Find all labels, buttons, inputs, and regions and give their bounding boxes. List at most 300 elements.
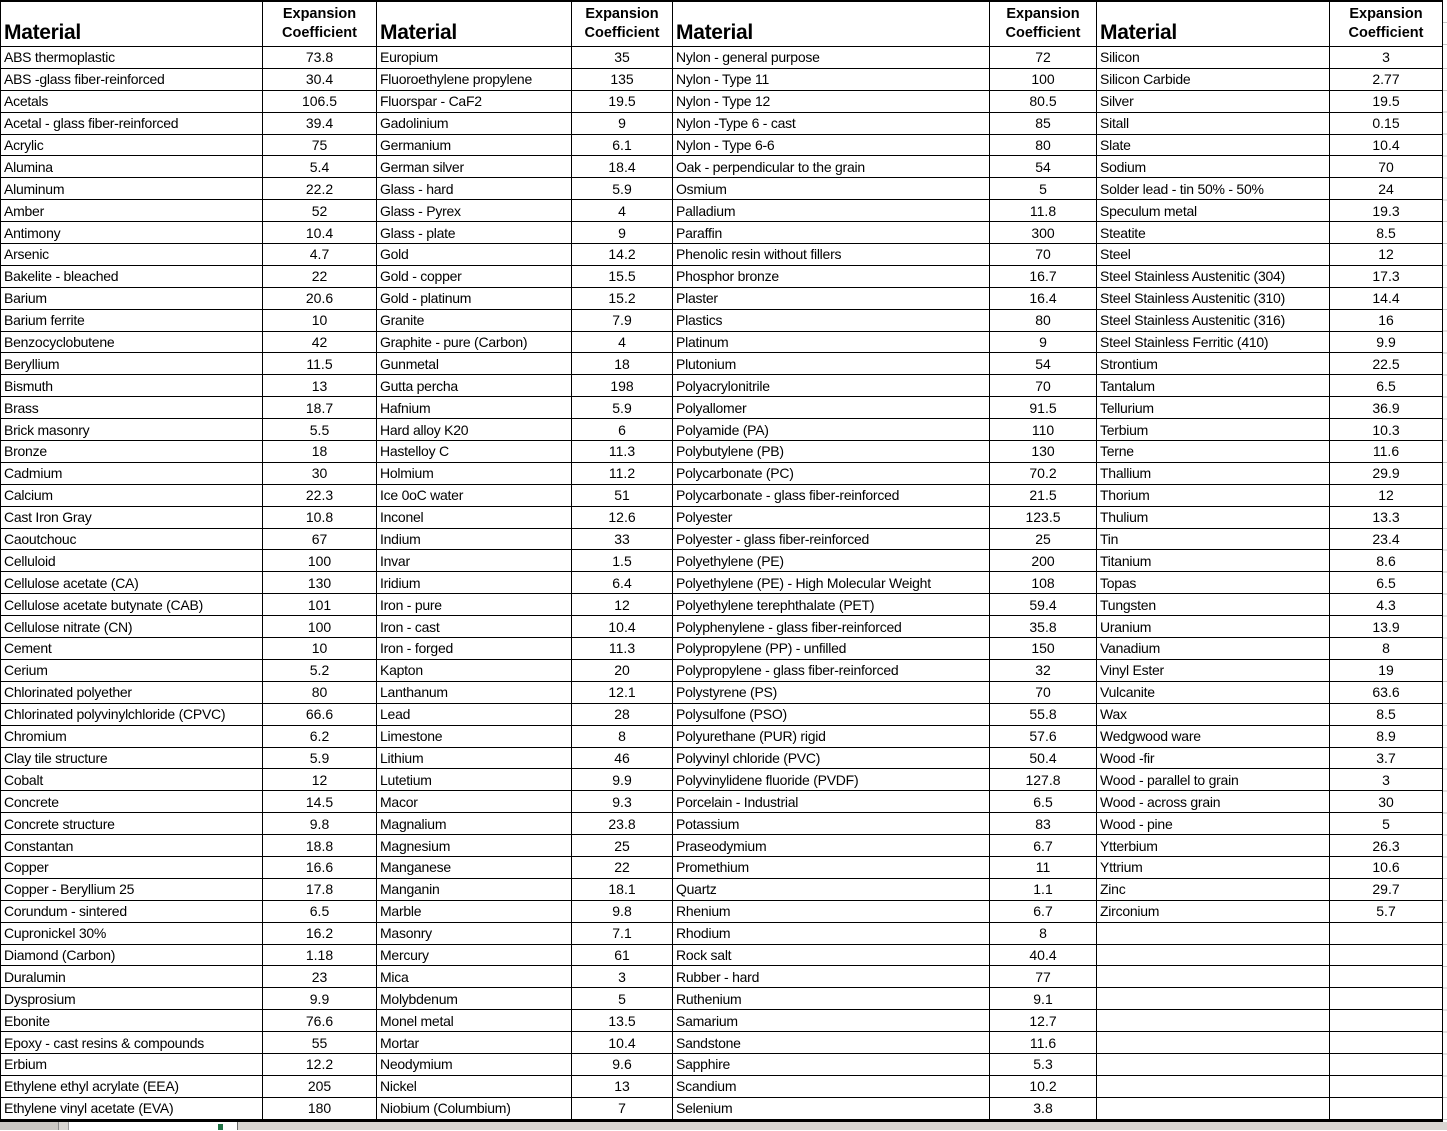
material-cell[interactable]: Benzocyclobutene [1, 332, 263, 354]
material-cell[interactable]: Beryllium [1, 353, 263, 375]
material-cell[interactable]: Dysprosium [1, 988, 263, 1010]
coefficient-cell[interactable]: 6.1 [572, 135, 673, 157]
material-cell[interactable]: Manganese [377, 857, 572, 879]
material-cell[interactable]: Glass - plate [377, 222, 572, 244]
coefficient-cell[interactable]: 18.7 [263, 397, 377, 419]
coefficient-cell[interactable]: 19.5 [1330, 91, 1443, 113]
material-cell[interactable]: Hastelloy C [377, 441, 572, 463]
coefficient-cell[interactable]: 9 [572, 113, 673, 135]
material-cell[interactable]: Tin [1097, 529, 1330, 551]
material-cell[interactable]: Cast Iron Gray [1, 507, 263, 529]
material-cell[interactable]: Rubber - hard [673, 966, 990, 988]
material-cell[interactable]: Rock salt [673, 945, 990, 967]
coefficient-cell[interactable]: 80 [263, 682, 377, 704]
material-cell[interactable]: Iron - forged [377, 638, 572, 660]
material-cell[interactable]: Chlorinated polyvinylchloride (CPVC) [1, 704, 263, 726]
material-cell[interactable]: Ruthenium [673, 988, 990, 1010]
material-cell[interactable]: Tungsten [1097, 594, 1330, 616]
coefficient-cell[interactable]: 300 [990, 222, 1097, 244]
material-cell[interactable]: Steel [1097, 244, 1330, 266]
material-cell[interactable]: Ethylene vinyl acetate (EVA) [1, 1098, 263, 1120]
material-cell[interactable]: Vinyl Ester [1097, 660, 1330, 682]
coefficient-cell[interactable]: 19 [1330, 660, 1443, 682]
material-cell[interactable]: Iron - cast [377, 616, 572, 638]
coefficient-cell[interactable]: 200 [990, 550, 1097, 572]
coefficient-cell[interactable]: 17.8 [263, 879, 377, 901]
coefficient-cell[interactable]: 59.4 [990, 594, 1097, 616]
coefficient-cell[interactable]: 12 [1330, 244, 1443, 266]
coefficient-cell[interactable]: 8.5 [1330, 222, 1443, 244]
material-cell[interactable]: Polyurethane (PUR) rigid [673, 726, 990, 748]
material-cell[interactable]: Zinc [1097, 879, 1330, 901]
coefficient-cell[interactable]: 5.7 [1330, 901, 1443, 923]
coefficient-cell[interactable]: 8 [572, 726, 673, 748]
material-cell[interactable]: Invar [377, 550, 572, 572]
coefficient-cell[interactable]: 127.8 [990, 769, 1097, 791]
coefficient-cell[interactable]: 106.5 [263, 91, 377, 113]
material-cell[interactable]: Polyamide (PA) [673, 419, 990, 441]
material-cell[interactable]: Cobalt [1, 769, 263, 791]
coefficient-cell[interactable]: 6.5 [1330, 375, 1443, 397]
coefficient-cell[interactable]: 5 [990, 178, 1097, 200]
material-cell[interactable]: Thulium [1097, 507, 1330, 529]
coefficient-cell[interactable]: 101 [263, 594, 377, 616]
material-cell[interactable]: Polypropylene - glass fiber-reinforced [673, 660, 990, 682]
material-cell[interactable]: Corundum - sintered [1, 901, 263, 923]
coefficient-cell[interactable]: 10.2 [990, 1076, 1097, 1098]
material-cell[interactable]: Polycarbonate - glass fiber-reinforced [673, 485, 990, 507]
material-cell[interactable] [1097, 923, 1330, 945]
coefficient-cell[interactable]: 16.7 [990, 266, 1097, 288]
material-cell[interactable] [1097, 1032, 1330, 1054]
coefficient-cell[interactable]: 19.3 [1330, 200, 1443, 222]
material-cell[interactable]: Fluoroethylene propylene [377, 69, 572, 91]
material-cell[interactable]: Alumina [1, 156, 263, 178]
material-cell[interactable]: Titanium [1097, 550, 1330, 572]
coefficient-cell[interactable]: 75 [263, 135, 377, 157]
coefficient-cell[interactable]: 8 [1330, 638, 1443, 660]
coefficient-cell[interactable]: 1.18 [263, 945, 377, 967]
material-cell[interactable]: Nylon -Type 6 - cast [673, 113, 990, 135]
material-cell[interactable]: Cerium [1, 660, 263, 682]
material-cell[interactable]: Nylon - general purpose [673, 47, 990, 69]
coefficient-cell[interactable]: 80 [990, 310, 1097, 332]
coefficient-header-3[interactable] [990, 2, 1097, 47]
coefficient-cell[interactable]: 9.1 [990, 988, 1097, 1010]
coefficient-cell[interactable]: 23 [263, 966, 377, 988]
coefficient-cell[interactable]: 16.4 [990, 288, 1097, 310]
material-cell[interactable]: Sodium [1097, 156, 1330, 178]
coefficient-cell[interactable]: 108 [990, 572, 1097, 594]
coefficient-cell[interactable]: 18 [572, 353, 673, 375]
coefficient-cell[interactable]: 16.2 [263, 923, 377, 945]
coefficient-cell[interactable]: 24 [1330, 178, 1443, 200]
material-cell[interactable]: Polyvinyl chloride (PVC) [673, 748, 990, 770]
coefficient-cell[interactable]: 19.5 [572, 91, 673, 113]
material-cell[interactable]: Potassium [673, 813, 990, 835]
material-cell[interactable]: Clay tile structure [1, 748, 263, 770]
coefficient-cell[interactable]: 6.7 [990, 901, 1097, 923]
material-cell[interactable]: Molybdenum [377, 988, 572, 1010]
material-cell[interactable]: Diamond (Carbon) [1, 945, 263, 967]
coefficient-cell[interactable]: 2.77 [1330, 69, 1443, 91]
material-header-2[interactable]: Material [377, 2, 572, 47]
material-cell[interactable]: Lead [377, 704, 572, 726]
coefficient-cell[interactable] [1330, 1076, 1443, 1098]
coefficient-cell[interactable]: 83 [990, 813, 1097, 835]
coefficient-cell[interactable]: 123.5 [990, 507, 1097, 529]
material-cell[interactable]: Inconel [377, 507, 572, 529]
coefficient-cell[interactable]: 14.5 [263, 791, 377, 813]
coefficient-cell[interactable]: 9.9 [263, 988, 377, 1010]
material-cell[interactable] [1097, 1076, 1330, 1098]
coefficient-cell[interactable]: 7.1 [572, 923, 673, 945]
coefficient-cell[interactable]: 180 [263, 1098, 377, 1120]
coefficient-cell[interactable]: 6.5 [990, 791, 1097, 813]
coefficient-cell[interactable]: 22 [263, 266, 377, 288]
coefficient-cell[interactable]: 10.4 [572, 1032, 673, 1054]
coefficient-cell[interactable]: 4.7 [263, 244, 377, 266]
material-cell[interactable]: Wedgwood ware [1097, 726, 1330, 748]
material-cell[interactable] [1097, 945, 1330, 967]
material-cell[interactable]: Topas [1097, 572, 1330, 594]
material-cell[interactable]: Ethylene ethyl acrylate (EEA) [1, 1076, 263, 1098]
coefficient-cell[interactable]: 8.9 [1330, 726, 1443, 748]
coefficient-cell[interactable]: 4 [572, 200, 673, 222]
coefficient-cell[interactable]: 36.9 [1330, 397, 1443, 419]
coefficient-cell[interactable]: 30 [263, 463, 377, 485]
material-cell[interactable]: Magnesium [377, 835, 572, 857]
material-cell[interactable]: Phosphor bronze [673, 266, 990, 288]
material-cell[interactable]: Masonry [377, 923, 572, 945]
coefficient-cell[interactable]: 8.6 [1330, 550, 1443, 572]
material-cell[interactable]: Polysulfone (PSO) [673, 704, 990, 726]
coefficient-cell[interactable]: 12.6 [572, 507, 673, 529]
material-cell[interactable]: Cellulose acetate (CA) [1, 572, 263, 594]
coefficient-cell[interactable]: 110 [990, 419, 1097, 441]
material-cell[interactable]: Gold [377, 244, 572, 266]
material-cell[interactable]: Uranium [1097, 616, 1330, 638]
coefficient-cell[interactable]: 5 [572, 988, 673, 1010]
material-cell[interactable]: Concrete structure [1, 813, 263, 835]
coefficient-cell[interactable]: 12 [572, 594, 673, 616]
coefficient-cell[interactable]: 5 [1330, 813, 1443, 835]
coefficient-cell[interactable]: 9 [990, 332, 1097, 354]
coefficient-cell[interactable]: 32 [990, 660, 1097, 682]
material-cell[interactable] [1097, 1054, 1330, 1076]
coefficient-cell[interactable]: 3.7 [1330, 748, 1443, 770]
material-cell[interactable]: Limestone [377, 726, 572, 748]
coefficient-header-2[interactable] [572, 2, 673, 47]
material-cell[interactable]: Amber [1, 200, 263, 222]
coefficient-header-4[interactable] [1330, 2, 1443, 47]
coefficient-cell[interactable]: 61 [572, 945, 673, 967]
coefficient-cell[interactable]: 11.2 [572, 463, 673, 485]
coefficient-cell[interactable]: 8.5 [1330, 704, 1443, 726]
material-cell[interactable]: Granite [377, 310, 572, 332]
coefficient-cell[interactable]: 3.8 [990, 1098, 1097, 1120]
material-cell[interactable]: Polyethylene (PE) - High Molecular Weight [673, 572, 990, 594]
material-cell[interactable]: Porcelain - Industrial [673, 791, 990, 813]
material-cell[interactable]: Fluorspar - CaF2 [377, 91, 572, 113]
material-cell[interactable]: ABS -glass fiber-reinforced [1, 69, 263, 91]
coefficient-cell[interactable]: 55.8 [990, 704, 1097, 726]
material-cell[interactable]: Iridium [377, 572, 572, 594]
coefficient-cell[interactable]: 77 [990, 966, 1097, 988]
coefficient-cell[interactable]: 16 [1330, 310, 1443, 332]
material-cell[interactable]: Sandstone [673, 1032, 990, 1054]
material-cell[interactable]: Cadmium [1, 463, 263, 485]
material-cell[interactable]: Oak - perpendicular to the grain [673, 156, 990, 178]
coefficient-cell[interactable]: 9.6 [572, 1054, 673, 1076]
material-cell[interactable]: Ytterbium [1097, 835, 1330, 857]
material-cell[interactable]: Polybutylene (PB) [673, 441, 990, 463]
material-cell[interactable]: Platinum [673, 332, 990, 354]
material-cell[interactable]: Acetal - glass fiber-reinforced [1, 113, 263, 135]
material-cell[interactable]: Praseodymium [673, 835, 990, 857]
coefficient-cell[interactable]: 72 [990, 47, 1097, 69]
material-cell[interactable]: Ebonite [1, 1010, 263, 1032]
coefficient-cell[interactable]: 11.3 [572, 441, 673, 463]
coefficient-cell[interactable]: 85 [990, 113, 1097, 135]
material-cell[interactable]: Paraffin [673, 222, 990, 244]
material-cell[interactable]: Rhodium [673, 923, 990, 945]
material-cell[interactable]: ABS thermoplastic [1, 47, 263, 69]
material-cell[interactable]: Selenium [673, 1098, 990, 1120]
coefficient-cell[interactable]: 6.5 [1330, 572, 1443, 594]
coefficient-cell[interactable]: 16.6 [263, 857, 377, 879]
material-cell[interactable]: Wax [1097, 704, 1330, 726]
coefficient-cell[interactable]: 9.8 [263, 813, 377, 835]
material-cell[interactable]: Polyester [673, 507, 990, 529]
coefficient-cell[interactable]: 22.3 [263, 485, 377, 507]
coefficient-cell[interactable]: 18.4 [572, 156, 673, 178]
coefficient-cell[interactable]: 22.2 [263, 178, 377, 200]
coefficient-cell[interactable]: 29.9 [1330, 463, 1443, 485]
coefficient-cell[interactable]: 67 [263, 529, 377, 551]
material-cell[interactable]: Polycarbonate (PC) [673, 463, 990, 485]
coefficient-cell[interactable]: 11.6 [1330, 441, 1443, 463]
coefficient-cell[interactable]: 39.4 [263, 113, 377, 135]
coefficient-cell[interactable]: 3 [1330, 769, 1443, 791]
coefficient-cell[interactable]: 8 [990, 923, 1097, 945]
coefficient-cell[interactable]: 205 [263, 1076, 377, 1098]
material-cell[interactable]: Cellulose acetate butynate (CAB) [1, 594, 263, 616]
coefficient-cell[interactable]: 6.2 [263, 726, 377, 748]
material-cell[interactable]: Steel Stainless Austenitic (310) [1097, 288, 1330, 310]
material-cell[interactable]: Mica [377, 966, 572, 988]
material-cell[interactable]: Wood -fir [1097, 748, 1330, 770]
material-cell[interactable]: Slate [1097, 135, 1330, 157]
material-cell[interactable]: Barium ferrite [1, 310, 263, 332]
coefficient-cell[interactable]: 25 [572, 835, 673, 857]
material-cell[interactable]: Holmium [377, 463, 572, 485]
coefficient-cell[interactable]: 11.5 [263, 353, 377, 375]
coefficient-cell[interactable]: 51 [572, 485, 673, 507]
material-header-1[interactable]: Material [1, 2, 263, 47]
coefficient-cell[interactable]: 10.4 [263, 222, 377, 244]
coefficient-cell[interactable]: 10.4 [572, 616, 673, 638]
material-cell[interactable]: Polystyrene (PS) [673, 682, 990, 704]
coefficient-cell[interactable]: 11.8 [990, 200, 1097, 222]
material-cell[interactable]: Acrylic [1, 135, 263, 157]
coefficient-cell[interactable]: 70 [990, 244, 1097, 266]
coefficient-cell[interactable]: 13.5 [572, 1010, 673, 1032]
coefficient-cell[interactable]: 5.2 [263, 660, 377, 682]
material-cell[interactable]: Erbium [1, 1054, 263, 1076]
material-cell[interactable]: Nickel [377, 1076, 572, 1098]
material-cell[interactable]: Sapphire [673, 1054, 990, 1076]
coefficient-cell[interactable]: 7 [572, 1098, 673, 1120]
coefficient-cell[interactable]: 15.5 [572, 266, 673, 288]
material-cell[interactable]: Lutetium [377, 769, 572, 791]
material-cell[interactable]: Bismuth [1, 375, 263, 397]
material-cell[interactable]: Lithium [377, 748, 572, 770]
material-cell[interactable]: Steel Stainless Austenitic (316) [1097, 310, 1330, 332]
material-cell[interactable]: Macor [377, 791, 572, 813]
coefficient-cell[interactable]: 13.3 [1330, 507, 1443, 529]
material-cell[interactable]: Constantan [1, 835, 263, 857]
coefficient-cell[interactable]: 12.1 [572, 682, 673, 704]
material-cell[interactable]: Scandium [673, 1076, 990, 1098]
material-cell[interactable]: Strontium [1097, 353, 1330, 375]
material-cell[interactable]: Acetals [1, 91, 263, 113]
material-cell[interactable]: Polyacrylonitrile [673, 375, 990, 397]
coefficient-cell[interactable]: 11 [990, 857, 1097, 879]
coefficient-cell[interactable]: 22 [572, 857, 673, 879]
coefficient-cell[interactable]: 3 [572, 966, 673, 988]
coefficient-cell[interactable]: 150 [990, 638, 1097, 660]
material-cell[interactable]: Samarium [673, 1010, 990, 1032]
coefficient-cell[interactable]: 9.9 [572, 769, 673, 791]
coefficient-cell[interactable]: 6.7 [990, 835, 1097, 857]
coefficient-cell[interactable]: 35.8 [990, 616, 1097, 638]
coefficient-cell[interactable]: 0.15 [1330, 113, 1443, 135]
material-cell[interactable]: Osmium [673, 178, 990, 200]
material-cell[interactable]: Steel Stainless Austenitic (304) [1097, 266, 1330, 288]
coefficient-cell[interactable]: 5.4 [263, 156, 377, 178]
coefficient-cell[interactable]: 14.2 [572, 244, 673, 266]
material-cell[interactable]: Hafnium [377, 397, 572, 419]
material-cell[interactable]: Aluminum [1, 178, 263, 200]
material-cell[interactable]: Copper - Beryllium 25 [1, 879, 263, 901]
coefficient-cell[interactable]: 9.8 [572, 901, 673, 923]
material-cell[interactable]: Germanium [377, 135, 572, 157]
coefficient-cell[interactable]: 21.5 [990, 485, 1097, 507]
material-cell[interactable]: Vanadium [1097, 638, 1330, 660]
coefficient-cell[interactable]: 18 [263, 441, 377, 463]
coefficient-cell[interactable]: 70.2 [990, 463, 1097, 485]
material-cell[interactable]: Terbium [1097, 419, 1330, 441]
coefficient-cell[interactable]: 35 [572, 47, 673, 69]
material-cell[interactable]: Cupronickel 30% [1, 923, 263, 945]
material-cell[interactable]: Wood - parallel to grain [1097, 769, 1330, 791]
material-cell[interactable]: Plutonium [673, 353, 990, 375]
material-cell[interactable]: Hard alloy K20 [377, 419, 572, 441]
material-cell[interactable]: Wood - across grain [1097, 791, 1330, 813]
material-cell[interactable]: Promethium [673, 857, 990, 879]
coefficient-cell[interactable]: 12 [263, 769, 377, 791]
material-cell[interactable]: Copper [1, 857, 263, 879]
material-cell[interactable]: Caoutchouc [1, 529, 263, 551]
coefficient-cell[interactable]: 29.7 [1330, 879, 1443, 901]
coefficient-cell[interactable]: 100 [263, 550, 377, 572]
material-cell[interactable]: Brick masonry [1, 419, 263, 441]
coefficient-header-1[interactable] [263, 2, 377, 47]
coefficient-cell[interactable]: 5.9 [572, 397, 673, 419]
coefficient-cell[interactable]: 20.6 [263, 288, 377, 310]
coefficient-cell[interactable]: 25 [990, 529, 1097, 551]
material-cell[interactable]: Ice 0oC water [377, 485, 572, 507]
coefficient-cell[interactable]: 12.7 [990, 1010, 1097, 1032]
material-cell[interactable]: Nylon - Type 11 [673, 69, 990, 91]
material-cell[interactable]: Tellurium [1097, 397, 1330, 419]
material-cell[interactable]: Plaster [673, 288, 990, 310]
coefficient-cell[interactable]: 11.3 [572, 638, 673, 660]
material-cell[interactable]: Graphite - pure (Carbon) [377, 332, 572, 354]
material-cell[interactable]: Arsenic [1, 244, 263, 266]
coefficient-cell[interactable]: 14.4 [1330, 288, 1443, 310]
coefficient-cell[interactable]: 46 [572, 748, 673, 770]
material-cell[interactable]: Brass [1, 397, 263, 419]
coefficient-cell[interactable]: 10.3 [1330, 419, 1443, 441]
coefficient-cell[interactable]: 80.5 [990, 91, 1097, 113]
material-cell[interactable]: Nylon - Type 6-6 [673, 135, 990, 157]
material-cell[interactable]: Rhenium [673, 901, 990, 923]
coefficient-cell[interactable]: 80 [990, 135, 1097, 157]
material-cell[interactable]: Manganin [377, 879, 572, 901]
material-cell[interactable]: Marble [377, 901, 572, 923]
material-cell[interactable]: Nylon - Type 12 [673, 91, 990, 113]
material-cell[interactable]: Glass - hard [377, 178, 572, 200]
coefficient-cell[interactable] [1330, 1032, 1443, 1054]
coefficient-cell[interactable]: 30 [1330, 791, 1443, 813]
material-cell[interactable]: Magnalium [377, 813, 572, 835]
coefficient-cell[interactable]: 4 [572, 332, 673, 354]
coefficient-cell[interactable]: 100 [263, 616, 377, 638]
material-cell[interactable]: Mortar [377, 1032, 572, 1054]
coefficient-cell[interactable]: 6 [572, 419, 673, 441]
coefficient-cell[interactable]: 5.9 [263, 748, 377, 770]
material-cell[interactable]: Chlorinated polyether [1, 682, 263, 704]
material-cell[interactable]: Gold - platinum [377, 288, 572, 310]
material-cell[interactable]: Epoxy - cast resins & compounds [1, 1032, 263, 1054]
coefficient-cell[interactable]: 9.3 [572, 791, 673, 813]
coefficient-cell[interactable]: 28 [572, 704, 673, 726]
coefficient-cell[interactable]: 12 [1330, 485, 1443, 507]
coefficient-cell[interactable]: 33 [572, 529, 673, 551]
coefficient-cell[interactable]: 18.1 [572, 879, 673, 901]
coefficient-cell[interactable]: 13.9 [1330, 616, 1443, 638]
material-header-4[interactable]: Material [1097, 2, 1330, 47]
coefficient-cell[interactable]: 10 [263, 638, 377, 660]
material-cell[interactable]: German silver [377, 156, 572, 178]
coefficient-cell[interactable]: 5.5 [263, 419, 377, 441]
material-cell[interactable]: Thorium [1097, 485, 1330, 507]
material-cell[interactable]: Sitall [1097, 113, 1330, 135]
material-cell[interactable]: Iron - pure [377, 594, 572, 616]
coefficient-cell[interactable]: 70 [990, 375, 1097, 397]
material-cell[interactable]: Neodymium [377, 1054, 572, 1076]
material-cell[interactable]: Kapton [377, 660, 572, 682]
material-cell[interactable]: Zirconium [1097, 901, 1330, 923]
coefficient-cell[interactable]: 135 [572, 69, 673, 91]
coefficient-cell[interactable]: 91.5 [990, 397, 1097, 419]
material-cell[interactable]: Concrete [1, 791, 263, 813]
material-cell[interactable]: Cement [1, 638, 263, 660]
material-cell[interactable]: Tantalum [1097, 375, 1330, 397]
material-cell[interactable] [1097, 1098, 1330, 1120]
